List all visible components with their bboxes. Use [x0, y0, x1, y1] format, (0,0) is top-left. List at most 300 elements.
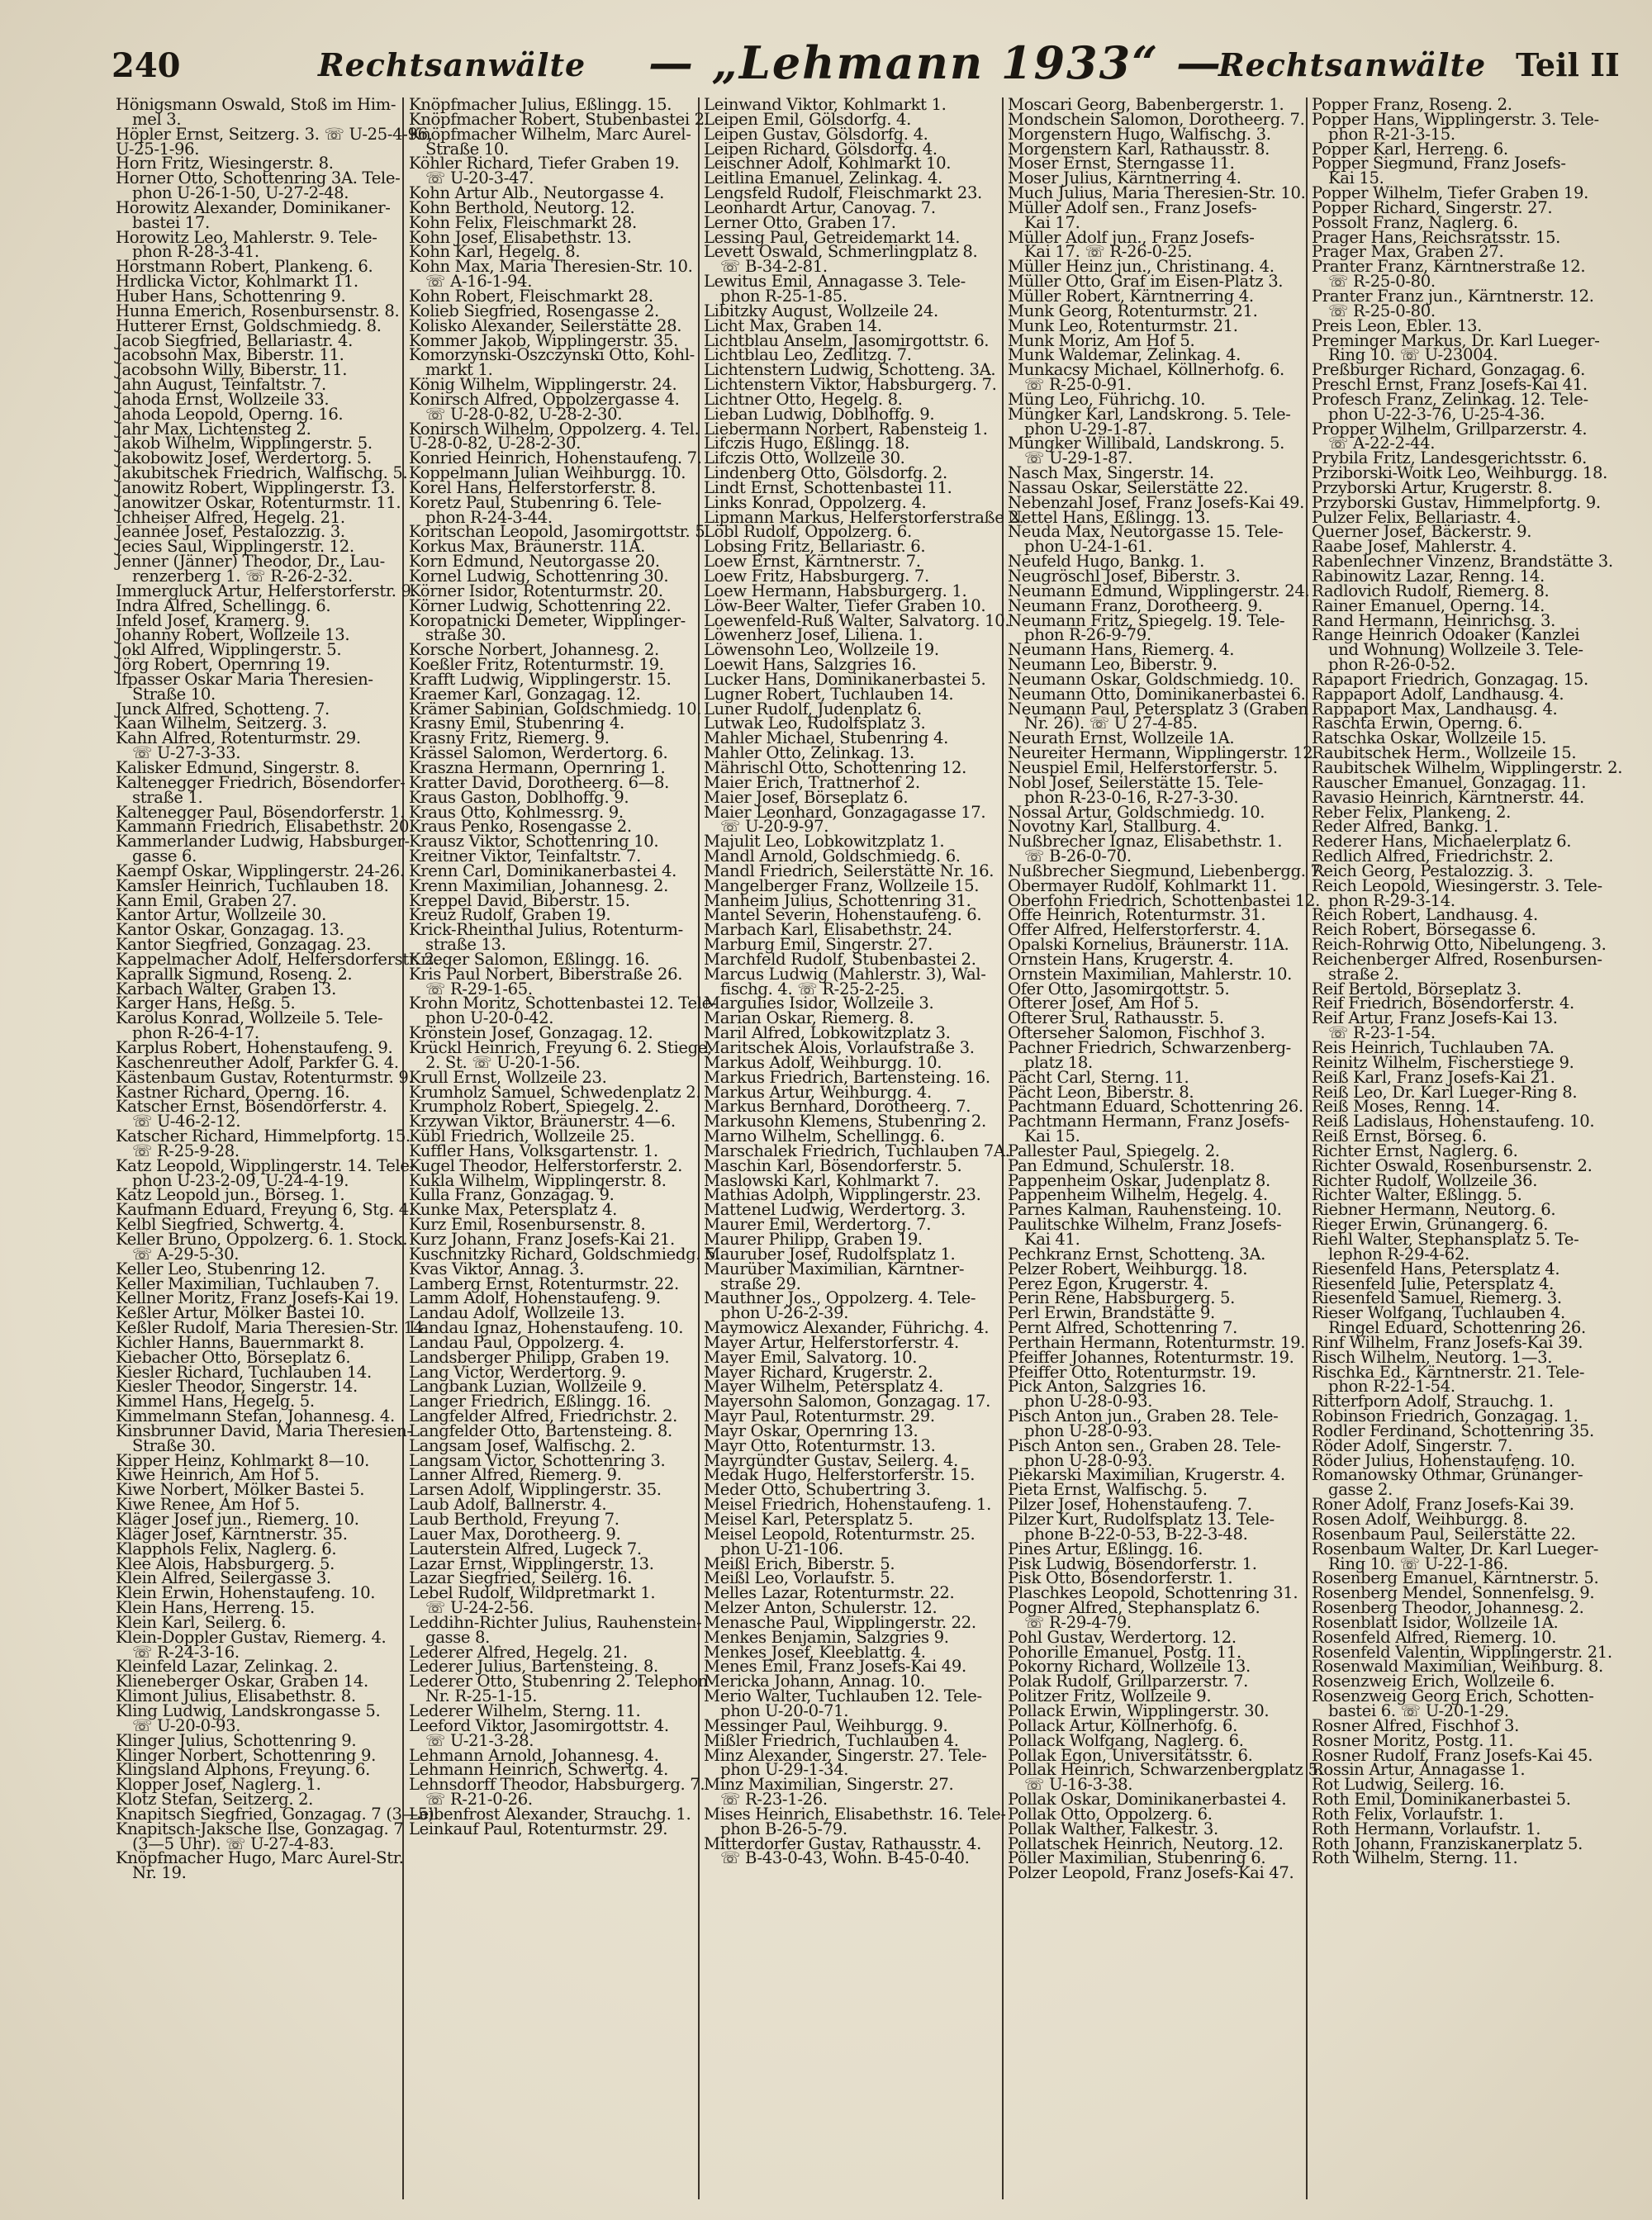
directory-entry: Pelzer Robert, Weihburgg. 18.	[1008, 1259, 1248, 1278]
directory-entry: Krönstein Josef, Gonzagag. 12.	[409, 1023, 653, 1043]
directory-entry: Pappenheim Oskar, Judenplatz 8.	[1008, 1170, 1270, 1190]
directory-entry: Löwensohn Leo, Wollzeile 19.	[704, 640, 939, 660]
directory-entry: Munk Georg, Rotenturmstr. 21.	[1008, 301, 1258, 320]
directory-entry: Rabinowitz Lazar, Renng. 14.	[1312, 567, 1545, 586]
directory-entry: Kraszna Hermann, Opernring 1.	[409, 757, 666, 777]
directory-entry: Lewitus Emil, Annagasse 3. Tele-	[704, 272, 966, 292]
directory-entry: Kaltenegger Paul, Bösendorferstr. 1.	[116, 802, 405, 822]
column-1	[116, 95, 439, 2203]
directory-entry: Rinf Wilhelm, Franz Josefs-Kai 39.	[1312, 1332, 1583, 1352]
entry-continuation: phon U-22-3-76, U-25-4-36.	[1328, 404, 1545, 424]
directory-entry: Kvas Viktor, Annag. 3.	[409, 1259, 585, 1278]
directory-entry: Krohn Moritz, Schottenbastei 12. Tele-	[409, 994, 717, 1013]
directory-entry: Klinger Norbert, Schottenring 9.	[116, 1745, 376, 1765]
entry-continuation: Straße 10.	[132, 684, 216, 704]
directory-entry: Krumpholz Robert, Spiegelg. 2.	[409, 1097, 659, 1117]
directory-entry: Roth Wilhelm, Sterng. 11.	[1312, 1848, 1518, 1868]
directory-entry: Mathias Adolph, Wipplingerstr. 23.	[704, 1185, 981, 1205]
directory-entry: Kantor Siegfried, Gonzagag. 23.	[116, 935, 372, 955]
entry-continuation: 2. St. ☏ U-20-1-56.	[425, 1052, 581, 1072]
directory-entry: Rossin Artur, Annagasse 1.	[1312, 1760, 1526, 1780]
directory-entry: Pollak Otto, Oppolzerg. 6.	[1008, 1804, 1213, 1824]
directory-entry: Rainer Emanuel, Operng. 14.	[1312, 595, 1545, 615]
directory-entry: Morgenstern Karl, Rathausstr. 8.	[1008, 139, 1270, 159]
directory-entry: Mayer Artur, Helferstorferstr. 4.	[704, 1332, 959, 1352]
directory-entry: Pollack Artur, Köllnerhofg. 6.	[1008, 1715, 1238, 1735]
directory-entry: Kreitner Viktor, Teinfaltstr. 7.	[409, 847, 642, 866]
directory-entry: Lamm Adolf, Hohenstaufeng. 9.	[409, 1288, 661, 1308]
directory-entry: Prager Max, Graben 27.	[1312, 242, 1504, 262]
directory-entry: Röder Adolf, Singerstr. 7.	[1312, 1435, 1513, 1455]
directory-entry: Kurz Emil, Rosenbursenstr. 8.	[409, 1215, 646, 1235]
directory-entry: Reiß Ernst, Börseg. 6.	[1312, 1127, 1487, 1146]
directory-entry: Przyborski Gustav, Himmelpfortg. 9.	[1312, 492, 1601, 512]
entry-continuation: phon R-29-3-14.	[1328, 890, 1455, 910]
directory-entry: Lederer Wilhelm, Sterng. 11.	[409, 1701, 641, 1720]
directory-entry: Reich-Rohrwig Otto, Nibelungeng. 3.	[1312, 935, 1607, 955]
directory-entry: Riesenfeld Samuel, Riemerg. 3.	[1312, 1288, 1562, 1308]
directory-entry: Müller Adolf sen., Franz Josefs-	[1008, 197, 1257, 217]
directory-entry: Melzer Anton, Schulerstr. 12.	[704, 1598, 938, 1618]
entry-continuation: lephon R-29-4-62.	[1328, 1244, 1469, 1264]
entry-continuation: ☏ R-25-0-91.	[1024, 375, 1132, 395]
directory-entry: Maslowski Karl, Kohlmarkt 7.	[704, 1170, 939, 1190]
directory-entry: Klein Alfred, Seilergasse 3.	[116, 1568, 331, 1588]
directory-entry: Medak Hugo, Helferstorferstr. 15.	[704, 1465, 976, 1485]
directory-entry: Rot Ludwig, Seilerg. 16.	[1312, 1775, 1505, 1795]
directory-entry: Meisel Karl, Petersplatz 5.	[704, 1510, 914, 1529]
entry-continuation: ☏ U-46-2-12.	[132, 1112, 241, 1131]
directory-entry: Landsberger Philipp, Graben 19.	[409, 1347, 670, 1367]
directory-entry: Mantel Severin, Hohenstaufeng. 6.	[704, 905, 982, 925]
entry-continuation: Ring 10. ☏ U-23004.	[1328, 345, 1498, 365]
directory-entry: Meisel Leopold, Rotenturmstr. 25.	[704, 1524, 976, 1544]
directory-entry: Plaschkes Leopold, Schottenring 31.	[1008, 1583, 1298, 1603]
directory-entry: Rappaport Max, Landhausg. 4.	[1312, 699, 1558, 719]
directory-entry: Keller Bruno, Oppolzerg. 6. 1. Stock.	[116, 1229, 408, 1249]
directory-entry: Leinwand Viktor, Kohlmarkt 1.	[704, 95, 947, 114]
directory-entry: Redlich Alfred, Friedrichstr. 2.	[1312, 847, 1554, 866]
directory-entry: Popper Richard, Singerstr. 27.	[1312, 197, 1553, 217]
directory-entry: Lifczis Otto, Wollzeile 30.	[704, 448, 905, 468]
directory-entry: Riesenfeld Julie, Petersplatz 4.	[1312, 1274, 1555, 1293]
directory-entry: Offe Heinrich, Rotenturmstr. 31.	[1008, 905, 1266, 925]
entry-continuation: Straße 10.	[425, 139, 509, 159]
directory-entry: Nettel Hans, Eßlingg. 13.	[1008, 507, 1210, 527]
directory-entry: Kübl Friedrich, Wollzeile 25.	[409, 1127, 635, 1146]
entry-continuation: ☏ U-28-0-82, U-28-2-30.	[425, 404, 623, 424]
directory-entry: Kohn Berthold, Neutorg. 12.	[409, 197, 635, 217]
directory-entry: Marcus Ludwig (Mahlerstr. 3), Wal-	[704, 964, 986, 984]
directory-entry: Lifczis Hugo, Eßlingg. 18.	[704, 434, 910, 453]
directory-entry: Ratschka Oskar, Wollzeile 15.	[1312, 728, 1546, 748]
directory-entry: Nassau Oskar, Seilerstätte 22.	[1008, 477, 1249, 497]
directory-entry: Popper Siegmund, Franz Josefs-	[1312, 154, 1566, 173]
directory-entry: Rederer Hans, Michaelerplatz 6.	[1312, 832, 1572, 851]
entry-continuation: Kai 17.	[1024, 212, 1080, 232]
directory-entry: Maritschek Alois, Vorlaufstraße 3.	[704, 1038, 975, 1057]
entry-continuation: phon R-23-0-16, R-27-3-30.	[1024, 787, 1239, 807]
directory-entry: Mangelberger Franz, Wollzeile 15.	[704, 875, 980, 895]
entry-continuation: ☏ R-24-3-16.	[132, 1642, 240, 1662]
column-2	[409, 95, 721, 2203]
directory-entry: Kommer Jakob, Wipplingerstr. 35.	[409, 330, 678, 350]
entry-continuation: ☏ R-29-4-79.	[1024, 1612, 1132, 1632]
directory-entry: Rodler Ferdinand, Schottenring 35.	[1312, 1421, 1594, 1440]
directory-entry: Krafft Ludwig, Wipplingerstr. 15.	[409, 669, 672, 689]
directory-entry: Pechkranz Ernst, Schotteng. 3A.	[1008, 1244, 1266, 1264]
directory-entry: Klinger Julius, Schottenring 9.	[116, 1730, 357, 1750]
directory-entry: Kammann Friedrich, Elisabethstr. 20.	[116, 817, 415, 837]
directory-entry: U-25-1-96.	[116, 139, 200, 159]
directory-entry: Kohn Robert, Fleischmarkt 28.	[409, 286, 653, 306]
directory-entry: Janowitzer Oskar, Rotenturmstr. 11.	[116, 492, 401, 512]
directory-entry: Keßler Rudolf, Maria Theresien-Str. 14.	[116, 1318, 429, 1338]
directory-entry: Keßler Artur, Mölker Bastei 10.	[116, 1303, 365, 1323]
directory-entry: Pokorny Richard, Wollzeile 13.	[1008, 1657, 1251, 1677]
directory-entry: Rosenberg Emanuel, Kärntnerstr. 5.	[1312, 1568, 1599, 1588]
directory-entry: Roth Felix, Vorlaufstr. 1.	[1312, 1804, 1503, 1824]
directory-entry: Rosenbaum Paul, Seilerstätte 22.	[1312, 1524, 1576, 1544]
directory-entry: Larsen Adolf, Wipplingerstr. 35.	[409, 1480, 662, 1500]
entry-continuation: phon R-26-0-52.	[1328, 655, 1455, 675]
directory-entry: Rosenzweig Georg Erich, Schotten-	[1312, 1686, 1594, 1706]
entry-continuation: ☏ R-21-0-26.	[425, 1790, 533, 1810]
directory-entry: Mises Heinrich, Elisabethstr. 16. Tele-	[704, 1804, 1006, 1824]
directory-entry: Lichtner Otto, Hegelg. 8.	[704, 389, 903, 409]
entry-continuation: phon U-26-1-50, U-27-2-48.	[132, 183, 349, 203]
directory-entry: Rosenbaum Walter, Dr. Karl Lueger-	[1312, 1539, 1599, 1558]
directory-entry: Ornstein Hans, Krugerstr. 4.	[1008, 949, 1234, 969]
directory-entry: Piekarski Maximilian, Krugerstr. 4.	[1008, 1465, 1285, 1485]
directory-entry: Kraemer Karl, Gonzagag. 12.	[409, 684, 641, 704]
directory-entry: Karplus Robert, Hohenstaufeng. 9.	[116, 1038, 393, 1057]
directory-entry: Röder Julius, Hohenstaufeng. 10.	[1312, 1450, 1575, 1470]
directory-entry: Reiß Ladislaus, Hohenstaufeng. 10.	[1312, 1112, 1595, 1131]
directory-entry: Pisk Otto, Bösendorferstr. 1.	[1008, 1568, 1233, 1588]
directory-entry: Meisel Friedrich, Hohenstaufeng. 1.	[704, 1495, 991, 1515]
directory-entry: Roth Hermann, Vorlaufstr. 1.	[1312, 1819, 1541, 1838]
entry-continuation: ☏ R-23-1-26.	[720, 1790, 828, 1810]
directory-entry: Ofer Otto, Jasomirgottstr. 5.	[1008, 979, 1230, 999]
entry-continuation: phon R-21-3-15.	[1328, 124, 1455, 144]
directory-entry: Preschl Ernst, Franz Josefs-Kai 41.	[1312, 375, 1588, 395]
entry-continuation: Nr. R-25-1-15.	[425, 1686, 538, 1706]
entry-continuation: ☏ U-20-0-93.	[132, 1715, 241, 1735]
directory-entry: Pollak Oskar, Dominikanerbastei 4.	[1008, 1790, 1287, 1810]
entry-continuation: ☏ B-26-0-70.	[1024, 847, 1132, 866]
entry-continuation: (3—5 Uhr). ☏ U-27-4-83.	[132, 1833, 335, 1853]
entry-continuation: phon U-24-1-61.	[1024, 537, 1153, 557]
directory-entry: Kläger Josef, Kärntnerstr. 35.	[116, 1524, 348, 1544]
directory-entry: Raabe Josef, Mahlerstr. 4.	[1312, 537, 1517, 557]
directory-entry: Lengsfeld Rudolf, Fleischmarkt 23.	[704, 183, 982, 203]
directory-entry: Kornel Ludwig, Schottenring 30.	[409, 567, 669, 586]
directory-entry: Kraus Gaston, Doblhoffg. 9.	[409, 787, 629, 807]
directory-entry: Reichenberger Alfred, Rosenbursen-	[1312, 949, 1602, 969]
directory-entry: Jokl Alfred, Wipplingerstr. 5.	[116, 640, 342, 660]
entry-continuation: ☏ U-20-3-47.	[425, 168, 534, 188]
directory-entry: Jahoda Leopold, Operng. 16.	[116, 404, 344, 424]
directory-entry: Mayer Emil, Salvatorg. 10.	[704, 1347, 918, 1367]
directory-entry: Keller Leo, Stubenring 12.	[116, 1259, 326, 1278]
directory-entry: Meder Otto, Schubertring 3.	[704, 1480, 931, 1500]
directory-entry: Pohorille Emanuel, Postg. 11.	[1008, 1642, 1241, 1662]
entry-continuation: ☏ U-20-9-97.	[720, 817, 829, 837]
directory-entry: Riesenfeld Hans, Petersplatz 4.	[1312, 1259, 1560, 1278]
directory-entry: Propper Wilhelm, Grillparzerstr. 4.	[1312, 419, 1588, 439]
directory-entry: Mayer Wilhelm, Petersplatz 4.	[704, 1377, 944, 1397]
directory-entry: Nasch Max, Singerstr. 14.	[1008, 463, 1214, 483]
entry-continuation: Kai 15.	[1328, 168, 1384, 188]
directory-entry: Robinson Friedrich, Gonzagag. 1.	[1312, 1406, 1578, 1426]
directory-entry: Rosenzweig Erich, Wollzeile 6.	[1312, 1672, 1555, 1691]
directory-entry: Pollak Egon, Universitätsstr. 6.	[1008, 1745, 1253, 1765]
directory-entry: Nobl Josef, Seilerstätte 15. Tele-	[1008, 772, 1264, 792]
entry-continuation: Nr. 26). ☏ U 27-4-85.	[1024, 714, 1198, 733]
entry-continuation: ☏ A-22-2-44.	[1328, 434, 1436, 453]
directory-entry: Reich Robert, Börsegasse 6.	[1312, 920, 1536, 940]
directory-entry: Knapitsch Siegfried, Gonzagag. 7 (3—5).	[116, 1804, 439, 1824]
entry-continuation: mel 3.	[132, 109, 182, 129]
directory-entry: Riehl Walter, Stephansplatz 5. Te-	[1312, 1229, 1579, 1249]
directory-entry: Marschalek Friedrich, Tuchlauben 7A.	[704, 1141, 1010, 1160]
directory-entry: Roth Emil, Dominikanerbastei 5.	[1312, 1790, 1571, 1810]
entry-continuation: Kai 41.	[1024, 1229, 1080, 1249]
directory-entry: Perl Erwin, Brandstätte 9.	[1008, 1303, 1215, 1323]
directory-entry: Leipen Gustav, Gölsdorfg. 4.	[704, 124, 928, 144]
entry-continuation: phon U-28-0-93.	[1024, 1392, 1153, 1411]
directory-entry: Loew Hermann, Habsburgerg. 1.	[704, 581, 967, 600]
entry-continuation: Ring 10. ☏ U-22-1-86.	[1328, 1554, 1508, 1573]
directory-entry: Loew Fritz, Habsburgerg. 7.	[704, 567, 929, 586]
directory-entry: Hunna Emerich, Rosenbursenstr. 8.	[116, 301, 400, 320]
directory-entry: Preßburger Richard, Gonzagag. 6.	[1312, 360, 1585, 380]
directory-entry: Reif Friedrich, Bösendorferstr. 4.	[1312, 994, 1574, 1013]
directory-entry: Hrdlicka Victor, Kohlmarkt 11.	[116, 272, 358, 292]
directory-entry: Lauer Max, Dorotheerg. 9.	[409, 1524, 621, 1544]
directory-entry: Lerner Otto, Graben 17.	[704, 212, 896, 232]
directory-entry: Rischka Ed., Kärntnerstr. 21. Tele-	[1312, 1362, 1585, 1382]
directory-entry: Ofterseher Salomon, Fischhof 3.	[1008, 1023, 1265, 1043]
entry-continuation: bastei 6. ☏ U-20-1-29.	[1328, 1701, 1509, 1720]
directory-entry: Prybila Fritz, Landesgerichtsstr. 6.	[1312, 448, 1587, 468]
directory-entry: Kolieb Siegfried, Rosengasse 2.	[409, 301, 659, 320]
entry-continuation: phon R-22-1-54.	[1328, 1377, 1455, 1397]
directory-entry: Müller Otto, Graf im Eisen-Platz 3.	[1008, 272, 1284, 292]
directory-entry: Kohn Karl, Hegelg. 8.	[409, 242, 581, 262]
directory-entry: Rosenblatt Isidor, Wollzeile 1A.	[1312, 1612, 1559, 1632]
directory-entry: Leddihn-Richter Julius, Rauhenstein-	[409, 1612, 702, 1632]
directory-entry: Hönigsmann Oswald, Stoß im Him-	[116, 95, 396, 114]
directory-entry: Neumann Leo, Biberstr. 9.	[1008, 655, 1218, 675]
directory-entry: Reich Robert, Landhausg. 4.	[1312, 905, 1538, 925]
directory-entry: Jacobsohn Max, Biberstr. 11.	[116, 345, 344, 365]
directory-entry: Krieger Salomon, Eßlingg. 16.	[409, 949, 650, 969]
directory-entry: Reber Felix, Plankeng. 2.	[1312, 802, 1512, 822]
directory-entry: Jakubitschek Friedrich, Walfischg. 5.	[116, 463, 408, 483]
directory-entry: Jakob Wilhelm, Wipplingerstr. 5.	[116, 434, 373, 453]
directory-entry: Kukla Wilhelm, Wipplingerstr. 8.	[409, 1170, 667, 1190]
directory-entry: Krumholz Samuel, Schwedenplatz 2.	[409, 1082, 701, 1102]
directory-entry: Range Heinrich Odoaker (Kanzlei	[1312, 625, 1580, 645]
directory-entry: Mayr Otto, Rotenturmstr. 13.	[704, 1435, 936, 1455]
directory-entry: Kiebacher Otto, Börseplatz 6.	[116, 1347, 351, 1367]
directory-entry: Klee Alois, Habsburgerg. 5.	[116, 1554, 335, 1573]
directory-entry: Katz Leopold jun., Börseg. 1.	[116, 1185, 345, 1205]
directory-entry: Jahoda Ernst, Wollzeile 33.	[116, 389, 330, 409]
entry-continuation: phon R-26-9-79.	[1024, 625, 1151, 645]
entry-continuation: ☏ R-23-1-54.	[1328, 1023, 1436, 1043]
directory-entry: Krick-Rheinthal Julius, Rotenturm-	[409, 920, 683, 940]
directory-entry: Köhler Richard, Tiefer Graben 19.	[409, 154, 680, 173]
directory-entry: Jahr Max, Lichtensteg 2.	[116, 419, 311, 439]
directory-entry: Langer Friedrich, Eßlingg. 16.	[409, 1392, 651, 1411]
directory-entry: Offer Alfred, Helferstorferstr. 4.	[1008, 920, 1261, 940]
directory-entry: Kiwe Heinrich, Am Hof 5.	[116, 1465, 320, 1485]
directory-entry: Jenner (Jänner) Theodor, Dr., Lau-	[116, 552, 385, 572]
entry-continuation: markt 1.	[425, 360, 493, 380]
directory-entry: Horn Fritz, Wiesingerstr. 8.	[116, 154, 334, 173]
directory-entry: Liebermann Norbert, Rabensteig 1.	[704, 419, 988, 439]
directory-entry: Mährischl Otto, Schottenring 12.	[704, 757, 966, 777]
directory-entry: U-28-0-82, U-28-2-30.	[409, 434, 582, 453]
directory-entry: Morgenstern Hugo, Walfischg. 3.	[1008, 124, 1271, 144]
page-number: 240	[112, 46, 181, 85]
directory-entry: Katscher Ernst, Bösendorferstr. 4.	[116, 1097, 387, 1117]
directory-entry: Klieneberger Oskar, Graben 14.	[116, 1672, 368, 1691]
directory-entry: Politzer Fritz, Wollzeile 9.	[1008, 1686, 1212, 1706]
directory-entry: Prager Hans, Reichsratsstr. 15.	[1312, 227, 1561, 247]
directory-entry: König Wilhelm, Wipplingerstr. 24.	[409, 375, 677, 395]
directory-entry: Pogner Alfred, Stephansplatz 6.	[1008, 1598, 1260, 1618]
directory-entry: Kahn Alfred, Rotenturmstr. 29.	[116, 728, 361, 748]
directory-entry: Kantor Artur, Wollzeile 30.	[116, 905, 327, 925]
directory-entry: Maurer Philipp, Graben 19.	[704, 1229, 923, 1249]
directory-entry: Rappaport Adolf, Landhausg. 4.	[1312, 684, 1564, 704]
directory-entry: Pohl Gustav, Werdertorg. 12.	[1008, 1627, 1237, 1647]
directory-entry: Leipen Emil, Gölsdorfg. 4.	[704, 109, 912, 129]
column-3	[704, 95, 1024, 2203]
directory-entry: Immergluck Artur, Helferstorferstr. 9.	[116, 581, 416, 600]
directory-entry: Margulies Isidor, Wollzeile 3.	[704, 994, 934, 1013]
directory-entry: Prziborski-Woitk Leo, Weihburgg. 18.	[1312, 463, 1607, 483]
directory-entry: Maier Erich, Trattnerhof 2.	[704, 772, 920, 792]
directory-entry: Knöpfmacher Julius, Eßlingg. 15.	[409, 95, 672, 114]
directory-entry: Preis Leon, Ebler. 13.	[1312, 315, 1483, 335]
directory-entry: Kohn Artur Alb., Neutorgasse 4.	[409, 183, 665, 203]
entry-continuation: ☏ A-29-5-30.	[132, 1244, 240, 1264]
directory-entry: Körner Isidor, Rotenturmstr. 20.	[409, 581, 663, 600]
directory-entry: Reif Bertold, Börseplatz 3.	[1312, 979, 1521, 999]
directory-entry: Jörg Robert, Opernring 19.	[116, 655, 330, 675]
directory-entry: Kaufmann Eduard, Freyung 6, Stg. 4.	[116, 1200, 414, 1220]
page-header	[112, 36, 1620, 92]
directory-entry: Pfeiffer Otto, Rotenturmstr. 19.	[1008, 1362, 1256, 1382]
directory-entry: Infeld Josef, Kramerg. 9.	[116, 610, 310, 630]
directory-entry: Nußbrecher Siegmund, Liebenbergg. 7.	[1008, 861, 1326, 880]
directory-entry: Körner Ludwig, Schottenring 22.	[409, 595, 672, 615]
entry-continuation: phon R-26-4-17.	[132, 1023, 259, 1043]
directory-entry: Munk Leo, Rotenturmstr. 21.	[1008, 315, 1238, 335]
directory-entry: Oberfohn Friedrich, Schottenbastei 12.	[1008, 890, 1321, 910]
directory-entry: Kiwe Renee, Am Hof 5.	[116, 1495, 300, 1515]
directory-entry: Rosenberg Theodor, Johannesg. 2.	[1312, 1598, 1584, 1618]
directory-entry: Krässel Salomon, Werdertorg. 6.	[409, 743, 668, 763]
directory-entry: Kelbl Siegfried, Schwertg. 4.	[116, 1215, 344, 1235]
entry-continuation: phon U-29-1-34.	[720, 1760, 849, 1780]
directory-entry: Rosenfeld Alfred, Riemerg. 10.	[1312, 1627, 1557, 1647]
entry-continuation: straße 13.	[425, 935, 506, 955]
directory-entry: Klimont Julius, Elisabethstr. 8.	[116, 1686, 356, 1706]
directory-entry: Lehmann Heinrich, Schwertg. 4.	[409, 1760, 669, 1780]
directory-entry: Kleinfeld Lazar, Zelinkag. 2.	[116, 1657, 339, 1677]
directory-entry: Landau Ignaz, Hohenstaufeng. 10.	[409, 1318, 684, 1338]
directory-entry: Pachner Friedrich, Schwarzenberg-	[1008, 1038, 1291, 1057]
directory-entry: Maurer Emil, Werdertorg. 7.	[704, 1215, 932, 1235]
directory-entry: Katz Leopold, Wipplingerstr. 14. Tele-	[116, 1155, 415, 1175]
directory-entry: Horner Otto, Schottenring 3A. Tele-	[116, 168, 401, 188]
entry-continuation: ☏ U-24-2-56.	[425, 1598, 534, 1618]
directory-entry: Leinkauf Paul, Rotenturmstr. 29.	[409, 1819, 668, 1838]
directory-entry: Lederer Julius, Bartensteing. 8.	[409, 1657, 658, 1677]
directory-entry: Perthain Hermann, Rotenturmstr. 19.	[1008, 1332, 1306, 1352]
directory-entry: Marburg Emil, Singerstr. 27.	[704, 935, 933, 955]
directory-entry: Lazar Ernst, Wipplingerstr. 13.	[409, 1554, 654, 1573]
directory-entry: Menasche Paul, Wipplingerstr. 22.	[704, 1612, 976, 1632]
directory-entry: Laub Adolf, Ballnerstr. 4.	[409, 1495, 607, 1515]
directory-entry: Korn Edmund, Neutorgasse 20.	[409, 552, 660, 572]
directory-entry: Knöpfmacher Hugo, Marc Aurel-Str.	[116, 1848, 404, 1868]
directory-entry: Romanowsky Othmar, Grünanger-	[1312, 1465, 1583, 1485]
directory-entry: Meißl Erich, Biberstr. 5.	[704, 1554, 895, 1573]
directory-entry: Licht Max, Graben 14.	[704, 315, 882, 335]
directory-entry: Reiß Karl, Franz Josefs-Kai 21.	[1312, 1067, 1555, 1087]
directory-entry: Neumann Oskar, Goldschmiedg. 10.	[1008, 669, 1294, 689]
directory-entry: Klein Erwin, Hohenstaufeng. 10.	[116, 1583, 376, 1603]
directory-entry: Neumann Paul, Petersplatz 3 (Graben	[1008, 699, 1308, 719]
directory-entry: Perin Rene, Habsburgerg. 5.	[1008, 1288, 1236, 1308]
directory-entry: Mericka Johann, Annag. 10.	[704, 1672, 925, 1691]
entry-continuation: straße 2.	[1328, 964, 1399, 984]
directory-entry: Neureiter Hermann, Wipplingerstr. 12.	[1008, 743, 1318, 763]
directory-entry: Langsam Victor, Schottenring 3.	[409, 1450, 666, 1470]
directory-entry: Lehnsdorff Theodor, Habsburgerg. 7.	[409, 1775, 705, 1795]
part-label: Teil II	[1516, 46, 1620, 83]
directory-entry: Pisch Anton jun., Graben 28. Tele-	[1008, 1406, 1279, 1426]
directory-entry: Müller Robert, Kärntnerring 4.	[1008, 286, 1254, 306]
directory-entry: Kläger Josef jun., Riemerg. 10.	[116, 1510, 359, 1529]
directory-entry: Leibenfrost Alexander, Strauchg. 1.	[409, 1804, 691, 1824]
entry-continuation: straße 29.	[720, 1274, 801, 1293]
directory-entry: Rosner Rudolf, Franz Josefs-Kai 45.	[1312, 1745, 1593, 1765]
directory-entry: Mayersohn Salomon, Gonzagag. 17.	[704, 1392, 990, 1411]
directory-entry: Richter Walter, Eßlingg. 5.	[1312, 1185, 1522, 1205]
directory-entry: Kaprallk Sigmund, Roseng. 2.	[116, 964, 353, 984]
directory-entry: Rieger Erwin, Grünangerg. 6.	[1312, 1215, 1549, 1235]
directory-entry: Mitterdorfer Gustav, Rathausstr. 4.	[704, 1833, 982, 1853]
directory-entry: Kappelmacher Adolf, Helfersdorferstr. 2.	[116, 949, 439, 969]
directory-entry: Knöpfmacher Robert, Stubenbastei 2.	[409, 109, 710, 129]
directory-entry: Mayr Paul, Rotenturmstr. 29.	[704, 1406, 935, 1426]
directory-entry: Mahler Michael, Stubenring 4.	[704, 728, 948, 748]
directory-entry: Ichheiser Alfred, Hegelg. 21.	[116, 507, 345, 527]
entry-continuation: fischg. 4. ☏ R-25-2-25.	[720, 979, 904, 999]
directory-entry: Markus Adolf, Weihburgg. 10.	[704, 1052, 942, 1072]
directory-entry: Lutwak Leo, Rudolfsplatz 3.	[704, 714, 926, 733]
directory-entry: Kamsler Heinrich, Tuchlauben 18.	[116, 875, 389, 895]
directory-entry: Müller Heinz jun., Christinang. 4.	[1008, 257, 1275, 277]
